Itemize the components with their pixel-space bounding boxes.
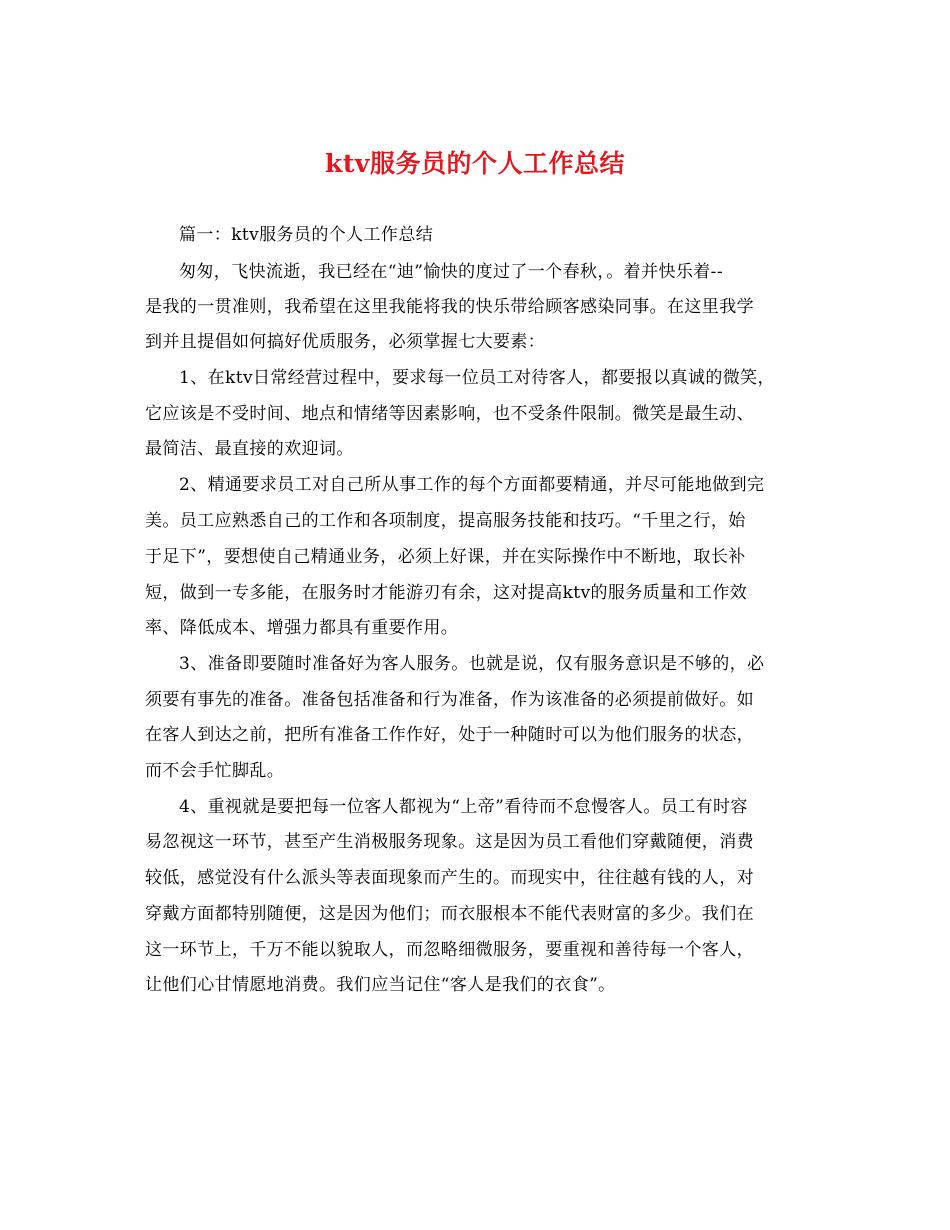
paragraph-line: 它应该是不受时间、地点和情绪等因素影响，也不受条件限制。微笑是最生动、 bbox=[145, 404, 754, 424]
paragraph-line: 穿戴方面都特别随便，这是因为他们；而衣服根本不能代表财富的多少。我们在 bbox=[145, 904, 754, 924]
paragraph-line: 这一环节上，千万不能以貌取人，而忽略细微服务，要重视和善待每一个客人， bbox=[145, 940, 754, 960]
paragraph-line: 3、准备即要随时准备好为客人服务。也就是说，仅有服务意识是不够的，必 bbox=[179, 654, 765, 674]
paragraph-line: 到并且提倡如何搞好优质服务，必须掌握七大要素： bbox=[145, 332, 546, 352]
paragraph-line: 美。员工应熟悉自己的工作和各项制度，提高服务技能和技巧。“千里之行，始 bbox=[145, 511, 746, 531]
paragraph-line: 1、在ktv日常经营过程中，要求每一位员工对待客人，都要报以真诚的微笑， bbox=[179, 368, 775, 388]
paragraph-line: 须要有事先的准备。准备包括准备和行为准备，作为该准备的必须提前做好。如 bbox=[145, 690, 754, 710]
document-title: ktv服务员的个人工作总结 bbox=[325, 149, 625, 178]
paragraph-line: 率、降低成本、增强力都具有重要作用。 bbox=[145, 618, 459, 638]
paragraph-line: 是我的一贯准则，我希望在这里我能将我的快乐带给顾客感染同事。在这里我学 bbox=[145, 297, 754, 317]
paragraph-line: 匆匆，飞快流逝，我已经在“迪”愉快的度过了一个春秋，。着并快乐着-- bbox=[179, 262, 723, 282]
paragraph-line: 于足下”，要想使自己精通业务，必须上好课，并在实际操作中不断地，取长补 bbox=[145, 547, 746, 567]
paragraph-line: 4、重视就是要把每一位客人都视为“上帝”看待而不怠慢客人。员工有时容 bbox=[179, 797, 748, 817]
paragraph-line: 较低，感觉没有什么派头等表面现象而产生的。而现实中，往往越有钱的人，对 bbox=[145, 868, 754, 888]
paragraph-line: 易忽视这一环节，甚至产生消极服务现象。这是因为员工看他们穿戴随便，消费 bbox=[145, 832, 754, 852]
paragraph-line: 让他们心甘情愿地消费。我们应当记住“客人是我们的衣食”。 bbox=[145, 975, 616, 995]
paragraph-line: 而不会手忙脚乱。 bbox=[145, 761, 285, 781]
paragraph-line: 2、精通要求员工对自己所从事工作的每个方面都要精通，并尽可能地做到完 bbox=[179, 475, 765, 495]
paragraph-line: 最简洁、最直接的欢迎词。 bbox=[145, 439, 354, 459]
section-heading: 篇一：ktv服务员的个人工作总结 bbox=[179, 225, 434, 245]
paragraph-line: 在客人到达之前，把所有准备工作作好，处于一种随时可以为他们服务的状态， bbox=[145, 725, 754, 745]
paragraph-line: 短，做到一专多能，在服务时才能游刃有余，这对提高ktv的服务质量和工作效 bbox=[145, 583, 748, 603]
